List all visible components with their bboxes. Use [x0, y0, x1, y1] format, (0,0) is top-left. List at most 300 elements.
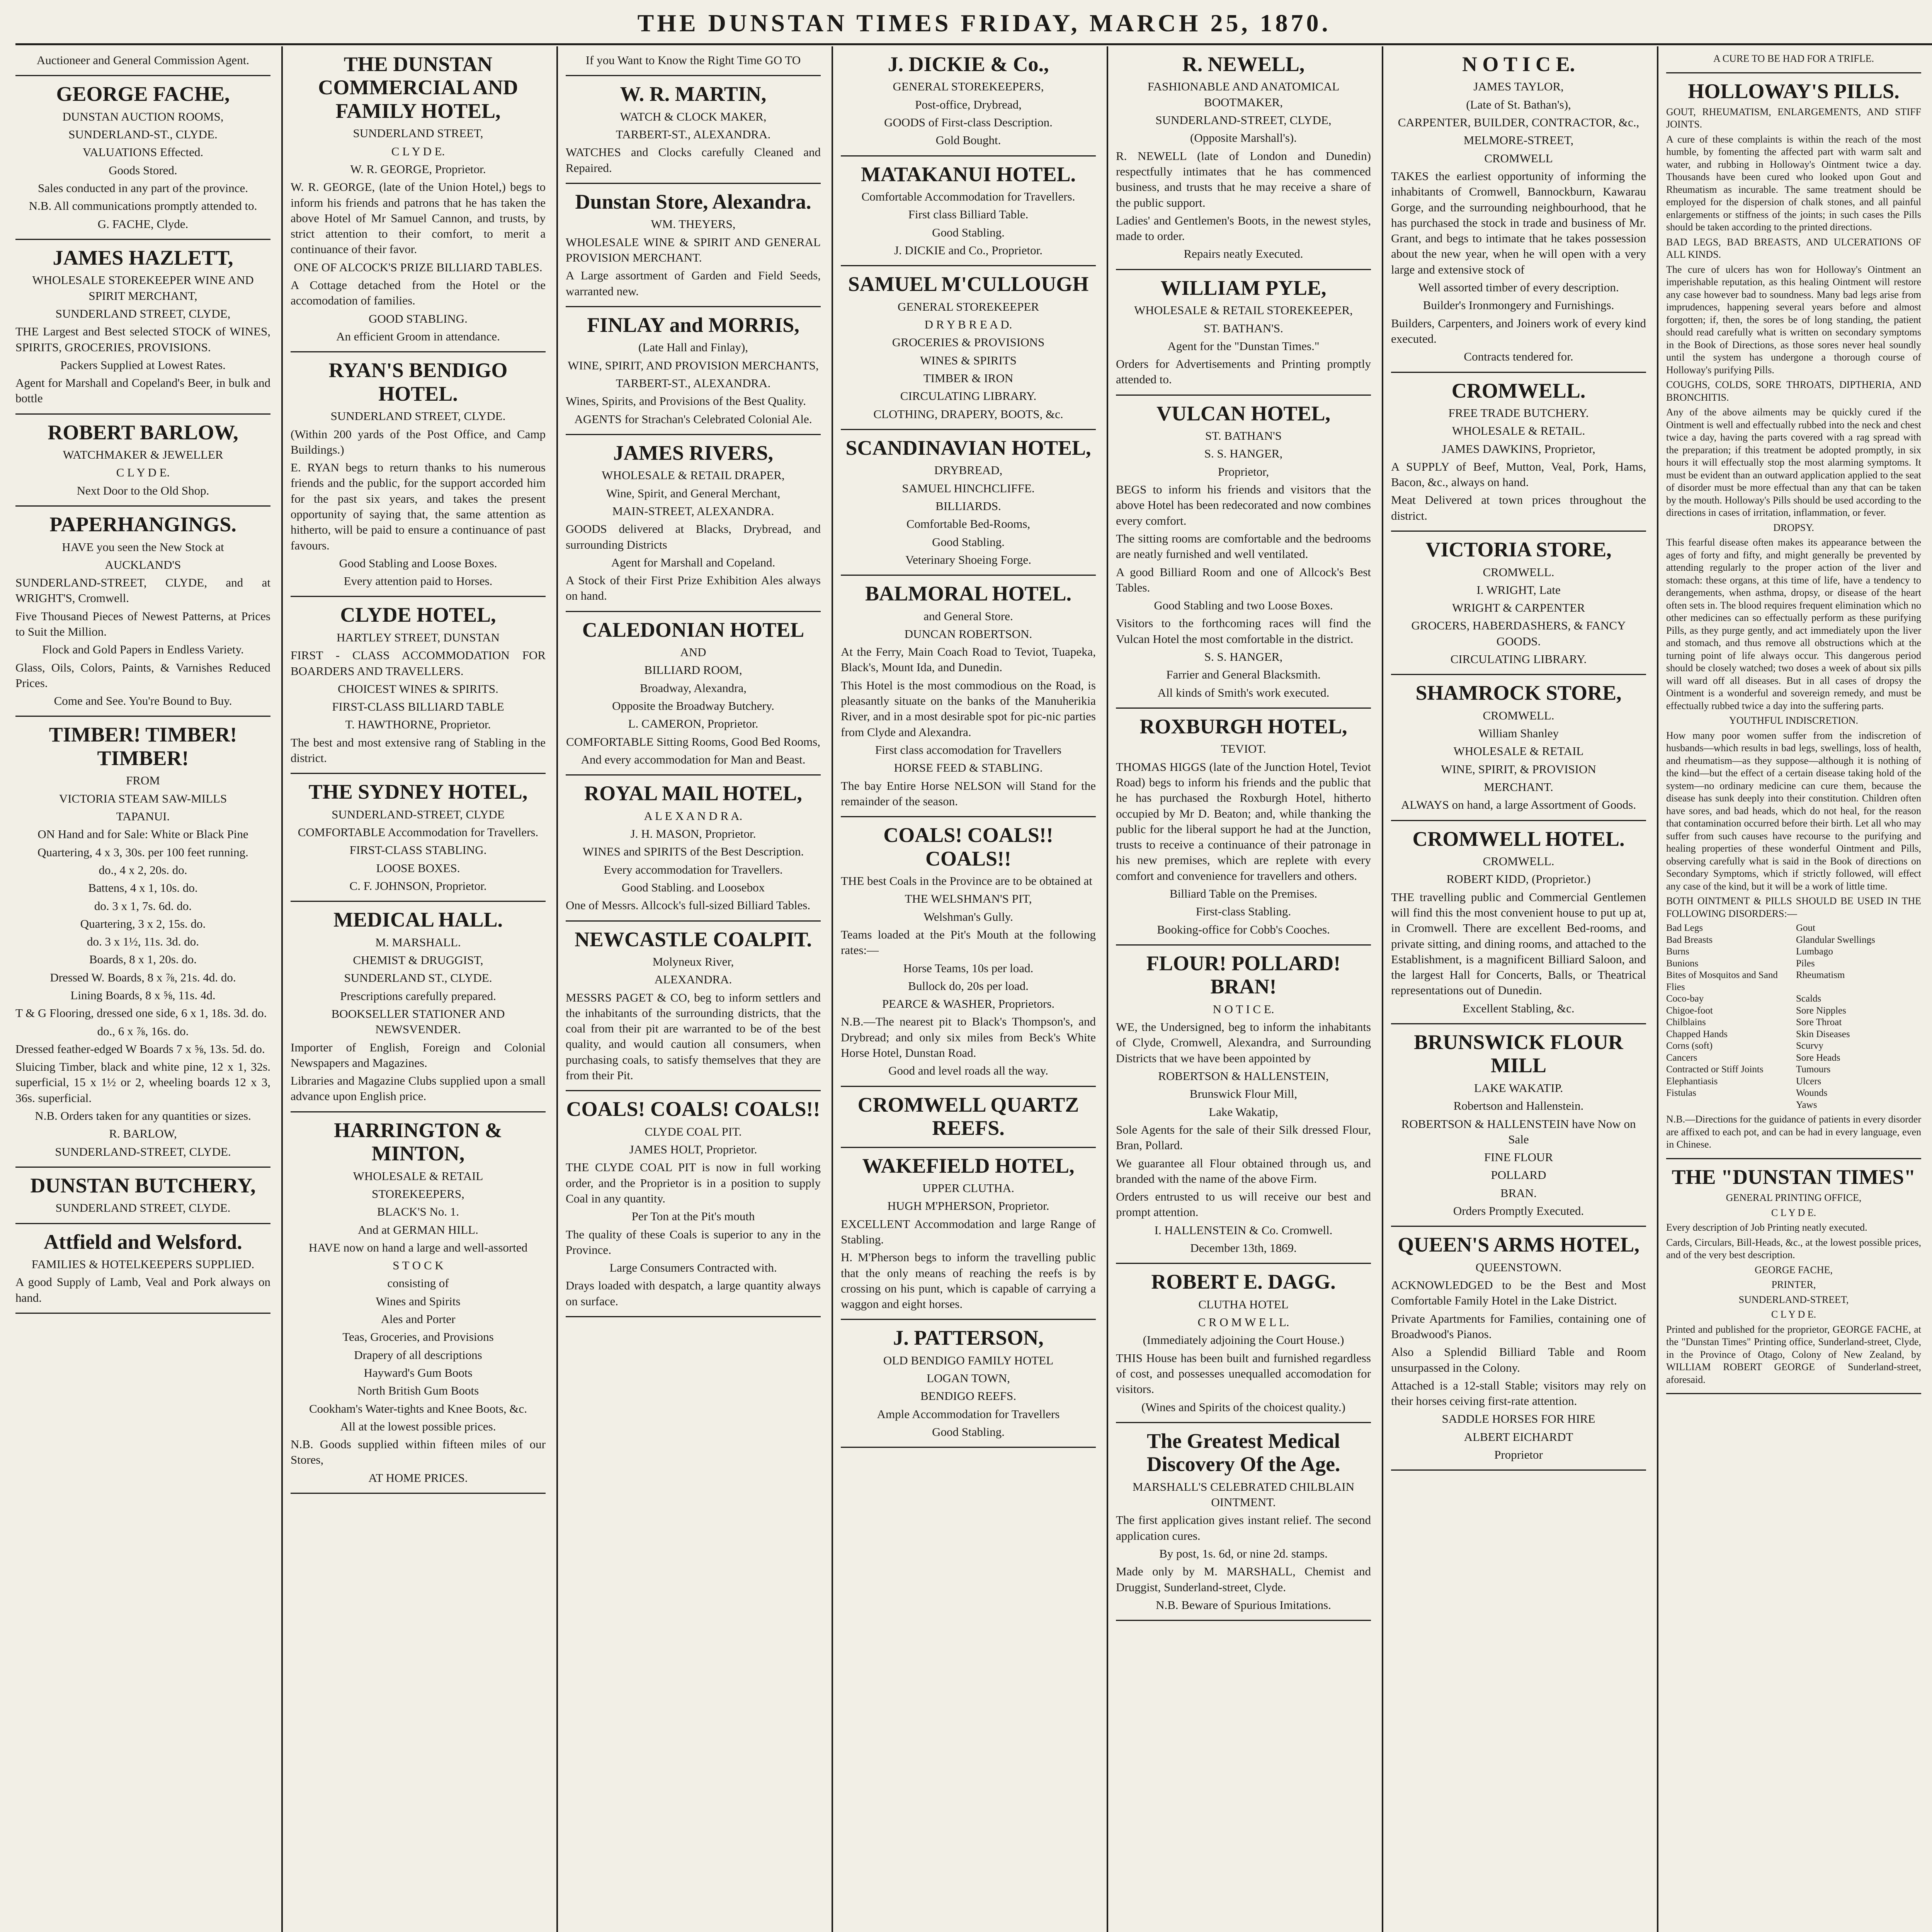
ad-line: By post, 1s. 6d, or nine 2d. stamps. — [1159, 1547, 1328, 1560]
ad-line: I. HALLENSTEIN & Co. Cromwell. — [1154, 1223, 1333, 1237]
ad-line: SUNDERLAND-STREET, CLYDE — [332, 807, 505, 821]
ad-line: The sitting rooms are comfortable and the bedrooms are neatly furnished and well ventilated. — [1116, 531, 1371, 561]
column-divider — [832, 46, 833, 1932]
ad-line: ST. BATHAN'S — [1205, 429, 1282, 443]
ad-separator — [1116, 1263, 1371, 1264]
ad-line: Per Ton at the Pit's mouth — [631, 1209, 755, 1223]
ad-line: Agent for Marshall and Copeland's Beer, in bulk and bottle — [15, 376, 270, 405]
disorder-item: Fistulas — [1666, 1088, 1696, 1099]
ad-separator — [841, 575, 1096, 576]
ad-line: William Shanley — [1478, 726, 1559, 740]
ad-line: And at GERMAN HILL. — [358, 1223, 478, 1236]
ad-line: Comfortable Accommodation for Travellers. — [861, 190, 1075, 204]
advertisement — [291, 908, 546, 1104]
advertisement — [291, 359, 546, 589]
disorder-item: Contracted or Stiff Joints — [1666, 1064, 1764, 1075]
advertisement — [1116, 53, 1371, 262]
advertisement — [15, 53, 270, 68]
ad-line: AGENTS for Strachan's Celebrated Colonial Ale. — [574, 412, 812, 426]
ad-separator — [566, 774, 821, 776]
disorder-item: Bad Breasts — [1666, 934, 1713, 945]
column-4 — [835, 50, 1102, 1932]
ad-title: COALS! COALS! COALS!! — [566, 1097, 820, 1121]
column-6 — [1385, 50, 1652, 1932]
ad-line: THOMAS HIGGS (late of the Junction Hotel, Teviot Road) begs to inform his friends and the public that he has purchased the Roxburgh Hotel, hitherto occupied by Mr D. Beaton; and, while thanking the public for the liberal support he had at the Junction, trusts to receive a continuance of their patronage in his new premises, which are replete with every comfort and convenience for travellers and others. — [1116, 760, 1371, 883]
ad-line: LAKE WAKATIP. — [1474, 1081, 1563, 1095]
ad-title: HOLLOWAY'S PILLS. — [1688, 79, 1900, 103]
ad-line: THE CLYDE COAL PIT is now in full working order, and the Proprietor is in a position to supply Coal in any quantity. — [566, 1160, 821, 1205]
ad-line: Builders, Carpenters, and Joiners work of every kind executed. — [1391, 316, 1646, 345]
ad-line: H. M'Pherson begs to inform the travelling public that the only means of reaching the reefs is by crossing on his punt, which is capable of carrying a waggon and eight horses. — [841, 1250, 1096, 1311]
ad-title: CLYDE HOTEL, — [340, 603, 496, 627]
ad-separator — [566, 306, 821, 307]
ad-line: The first application gives instant relief. The second application cures. — [1116, 1513, 1371, 1543]
ad-line: We guarantee all Flour obtained through us, and branded with the name of the above Firm. — [1116, 1156, 1371, 1185]
ad-line: FINE FLOUR — [1484, 1150, 1553, 1164]
ad-line: C R O M W E L L. — [1197, 1315, 1289, 1329]
ad-line: WATCHES and Clocks carefully Cleaned and Repaired. — [566, 145, 821, 175]
ad-line: SADDLE HORSES FOR HIRE — [1442, 1412, 1595, 1426]
ad-line: Farrier and General Blacksmith. — [1166, 668, 1321, 682]
ad-line: Auctioneer and General Commission Agent. — [36, 53, 250, 67]
ad-separator — [15, 75, 270, 76]
advertisement — [15, 513, 270, 709]
ad-line: GOUT, RHEUMATISM, ENLARGEMENTS, AND STIFF JOINTS. — [1666, 106, 1921, 130]
advertisement — [1666, 53, 1921, 65]
ad-line: First-class Stabling. — [1196, 905, 1291, 918]
ad-line: BOTH OINTMENT & PILLS SHOULD BE USED IN THE FOLLOWING DISORDERS:— — [1666, 895, 1921, 919]
ad-line: All kinds of Smith's work executed. — [1157, 685, 1330, 699]
ad-line: A CURE TO BE HAD FOR A TRIFLE. — [1713, 53, 1874, 64]
advertisement — [15, 82, 270, 232]
ad-line: Sales conducted in any part of the province. — [37, 181, 248, 195]
ad-line: N.B. Orders taken for any quantities or sizes. — [35, 1109, 251, 1123]
ad-line: DRYBREAD, — [934, 463, 1003, 477]
ad-title: MEDICAL HALL. — [333, 908, 503, 932]
advertisement — [841, 436, 1096, 568]
ad-line: Goods Stored. — [109, 163, 177, 177]
ad-line: Quartering, 3 x 2, 15s. do. — [80, 917, 206, 930]
ad-line: Every attention paid to Horses. — [344, 574, 493, 588]
disorder-item: Elephantiasis — [1666, 1076, 1718, 1087]
ad-separator — [15, 413, 270, 415]
ad-line: The cure of ulcers has won for Holloway's Ointment an imperishable reputation, as this healing Ointment will restore any case however bad to soundness. Many bad legs arise from imprudences, happening several years before and almost forgotten; if, then, the sores be of long standing, the patient should read carefully what is written on secondary symptoms in the Book of Directions, as those sores never heal soundly until the system has undergone a thorough course of Holloway's purifying Pills. — [1666, 264, 1921, 376]
disorder-item: Burns — [1666, 946, 1689, 957]
ad-separator — [566, 434, 821, 435]
ad-line: CROMWELL — [1484, 151, 1553, 165]
ad-line: Good Stabling and Loose Boxes. — [339, 556, 497, 570]
ad-line: Good Stabling. and Loosebox — [621, 880, 765, 894]
ad-line: MARSHALL'S CELEBRATED CHILBLAIN OINTMENT. — [1133, 1480, 1354, 1509]
ad-separator — [15, 1313, 270, 1314]
ad-title: COALS! COALS!! COALS!! — [883, 823, 1053, 870]
ad-line: CIRCULATING LIBRARY. — [1450, 652, 1587, 666]
ad-line: SAMUEL HINCHCLIFFE. — [902, 481, 1035, 495]
ad-line: Lining Boards, 8 x ⅝, 11s. 4d. — [70, 988, 216, 1002]
ad-separator — [1666, 1158, 1921, 1159]
ad-line: Wines and Spirits — [376, 1294, 461, 1308]
ad-line: FIRST-CLASS STABLING. — [349, 843, 487, 857]
ad-line: Broadway, Alexandra, — [639, 681, 747, 695]
advertisement — [15, 723, 270, 1159]
advertisement — [1116, 1429, 1371, 1613]
ad-line: THE WELSHMAN'S PIT, — [905, 892, 1032, 906]
ad-line: Packers Supplied at Lowest Rates. — [60, 358, 226, 372]
ad-line: If you Want to Know the Right Time GO TO — [585, 53, 801, 67]
ad-line: Good and level roads all the way. — [888, 1064, 1048, 1078]
ad-line: HORSE FEED & STABLING. — [894, 761, 1043, 775]
column-divider — [281, 46, 283, 1932]
ad-line: JAMES HOLT, Proprietor. — [629, 1143, 757, 1156]
advertisement — [1116, 276, 1371, 388]
ad-title: BALMORAL HOTEL. — [865, 582, 1072, 605]
ad-line: DUNCAN ROBERTSON. — [904, 627, 1032, 641]
advertisement — [841, 163, 1096, 259]
ad-separator — [841, 265, 1096, 266]
ad-line: AUCKLAND'S — [105, 558, 181, 571]
ad-line: SUNDERLAND STREET, — [353, 126, 483, 140]
ad-line: L. CAMERON, Proprietor. — [628, 717, 759, 731]
ad-line: Printed and published for the proprietor, GEORGE FACHE, at the "Dunstan Times" Printing office, Sunderland-street, Clyde, in the Province of Otago, Colony of New Zealand, by WILLIAM ROBERT GEORGE of Sunderland-street, aforesaid. — [1666, 1323, 1921, 1385]
ad-line: R. NEWELL (late of London and Dunedin) respectfully intimates that he has commenced business, and trusts that he may receive a share of the public support. — [1116, 149, 1371, 209]
ad-line: MERCHANT. — [1484, 780, 1553, 794]
ad-line: ROBERT KIDD, (Proprietor.) — [1446, 872, 1591, 886]
ad-line: SUNDERLAND-STREET, CLYDE. — [55, 1145, 231, 1158]
ad-separator — [1391, 531, 1646, 532]
ad-line: THE Largest and Best selected STOCK of WINES, SPIRITS, GROCERIES, PROVISIONS. — [15, 325, 270, 354]
ad-line: EXCELLENT Accommodation and large Range of Stabling. — [841, 1217, 1096, 1246]
ad-line: and General Store. — [923, 609, 1013, 623]
ad-separator — [1116, 269, 1371, 270]
ad-separator — [291, 1493, 546, 1494]
ad-title: ROBERT E. DAGG. — [1151, 1270, 1336, 1294]
disorder-item: Wounds — [1796, 1088, 1828, 1099]
disorder-item: Gout — [1796, 923, 1815, 934]
ad-line: A Cottage detached from the Hotel or the accomodation of families. — [291, 278, 546, 308]
ad-line: W. R. GEORGE, (late of the Union Hotel,) begs to inform his friends and patrons that he has taken the above Hotel of Mr Samuel Cannon, and trusts, by strict attention to their comfort, to merit a continuance of their favor. — [291, 180, 546, 256]
ad-line: WRIGHT & CARPENTER — [1452, 601, 1585, 615]
ad-line: C L Y D E. — [1771, 1309, 1816, 1320]
ad-line: OLD BENDIGO FAMILY HOTEL — [883, 1353, 1054, 1367]
ad-separator — [566, 1090, 821, 1091]
ad-line: HAVE you seen the New Stock at — [62, 540, 224, 554]
disorders-list — [1666, 922, 1921, 1111]
disorder-item: Lumbago — [1796, 946, 1833, 957]
advertisement — [15, 246, 270, 406]
ad-line: Orders for Advertisements and Printing promptly attended to. — [1116, 357, 1371, 386]
ad-line: CHEMIST & DRUGGIST, — [353, 953, 483, 967]
disorder-item: Scurvy — [1796, 1041, 1823, 1051]
ad-line: A good Supply of Lamb, Veal and Pork always on hand. — [15, 1275, 270, 1304]
ad-line: WE, the Undersigned, beg to inform the inhabitants of Clyde, Cromwell, Alexandra, and Surrounding Districts that we have been appointed by — [1116, 1020, 1371, 1065]
ad-separator — [841, 429, 1096, 430]
ad-line: WM. THEYERS, — [651, 217, 736, 231]
ad-line: Hayward's Gum Boots — [364, 1366, 473, 1379]
ad-separator — [15, 716, 270, 717]
ad-line: A SUPPLY of Beef, Mutton, Veal, Pork, Hams, Bacon, &c., always on hand. — [1391, 459, 1646, 489]
ad-line: BAD LEGS, BAD BREASTS, AND ULCERATIONS OF ALL KINDS. — [1666, 236, 1921, 260]
ad-line: Flock and Gold Papers in Endless Variety. — [42, 643, 244, 656]
ad-separator — [291, 351, 546, 352]
ad-title: SHAMROCK STORE, — [1415, 681, 1622, 705]
ad-line: FREE TRADE BUTCHERY. — [1448, 406, 1589, 420]
ad-line: STOREKEEPERS, — [372, 1187, 464, 1201]
ad-line: First class Billiard Table. — [908, 207, 1029, 221]
advertisement — [566, 313, 821, 427]
ad-line: GOODS of First-class Description. — [884, 116, 1053, 129]
ad-line: A Large assortment of Garden and Field Seeds, warranted new. — [566, 269, 821, 298]
ad-line: The best and most extensive rang of Stabling in the district. — [291, 735, 546, 765]
ad-title: SCANDINAVIAN HOTEL, — [845, 436, 1091, 459]
ad-line: This fearful disease often makes its appearance between the ages of forty and fifty, and might generally be prevented by attending regularly to the proper action of the liver and stomach: these organs, at this time of life, have a tendency to derangements, when asthma, dropsy, or disease of the heart often sets in. The blood requires frequent elimination which no other medicines can so effectually perform as these purifying Pills, as they purge gently, and act immediately upon the liver and stomach, and thus remove all obstructions which at the turning point of life always occur. This dangerous period should be closely watched; two doses a week of about six pills will ward off all diseases. But in all cases of dropsy the Ointment is a wonderful and sovereign remedy, and must be effectually rubbed twice a day into the suffering parts. — [1666, 537, 1921, 711]
ad-line: FASHIONABLE AND ANATOMICAL BOOTMAKER, — [1147, 80, 1340, 109]
ad-line: BOOKSELLER STATIONER AND NEWSVENDER. — [331, 1007, 505, 1036]
ad-line: Good Stabling. — [932, 225, 1005, 239]
ad-line: SUNDERLAND STREET, CLYDE. — [55, 1201, 231, 1215]
ad-line: N.B.—The nearest pit to Black's Thompson's, and Drybread; and only six miles from Beck's White Horse Hotel, Dunstan Road. — [841, 1015, 1096, 1060]
ad-line: N.B. Goods supplied within fifteen miles of our Stores, — [291, 1437, 546, 1467]
ad-line: Orders Promptly Executed. — [1453, 1204, 1584, 1218]
advertisement — [1391, 1233, 1646, 1463]
advertisement — [1116, 402, 1371, 701]
ad-line: MELMORE-STREET, — [1463, 133, 1574, 147]
ad-line: Comfortable Bed-Rooms, — [906, 517, 1031, 531]
ad-line: ST. BATHAN'S. — [1204, 321, 1283, 335]
ad-line: HUGH M'PHERSON, Proprietor. — [887, 1199, 1049, 1213]
ad-line: Dressed feather-edged W Boards 7 x ⅝, 13s. 5d. do. — [15, 1042, 265, 1056]
ad-line: Visitors to the forthcoming races will find the Vulcan Hotel the most comfortable in the district. — [1116, 616, 1371, 646]
ad-line: Importer of English, Foreign and Colonial Newspapers and Magazines. — [291, 1040, 546, 1070]
disorder-item: Sore Throat — [1796, 1017, 1842, 1028]
ad-separator — [566, 1316, 821, 1317]
ad-title: GEORGE FACHE, — [56, 82, 230, 106]
ad-line: BRAN. — [1500, 1186, 1537, 1200]
ad-line: Glass, Oils, Colors, Paints, & Varnishes Reduced Prices. — [15, 660, 270, 690]
ad-line: PEARCE & WASHER, Proprietors. — [882, 997, 1055, 1011]
ad-line: A good Billiard Room and one of Allcock's Best Tables. — [1116, 565, 1371, 594]
ad-line: COMFORTABLE Accommodation for Travellers. — [298, 825, 539, 839]
ad-line: consisting of — [387, 1276, 449, 1290]
ad-line: Good Stabling. — [932, 535, 1005, 549]
ad-line: Come and See. You're Bound to Buy. — [54, 694, 232, 708]
ad-line: JAMES DAWKINS, Proprietor, — [1442, 442, 1595, 456]
ad-line: Boards, 8 x 1, 20s. do. — [89, 952, 197, 966]
ad-line: Libraries and Magazine Clubs supplied upon a small advance upon English price. — [291, 1074, 546, 1103]
advertisement — [566, 441, 821, 604]
column-5 — [1110, 50, 1377, 1932]
ad-line: GROCERS, HABERDASHERS, & FANCY GOODS. — [1411, 619, 1626, 648]
ad-separator — [1666, 72, 1921, 73]
ad-line: GOOD STABLING. — [369, 311, 468, 325]
ad-separator — [566, 75, 821, 76]
ad-title: CALEDONIAN HOTEL — [582, 618, 804, 641]
ad-line: WHOLESALE & RETAIL — [353, 1169, 483, 1183]
ad-separator — [566, 611, 821, 612]
ad-title: THE DUNSTAN COMMERCIAL AND FAMILY HOTEL, — [318, 53, 518, 122]
ad-line: ON Hand and for Sale: White or Black Pine — [37, 827, 248, 841]
ad-line: WHOLESALE & RETAIL STOREKEEPER, — [1134, 303, 1353, 317]
ad-line: TEVIOT. — [1221, 742, 1266, 756]
advertisement — [1116, 952, 1371, 1256]
ad-line: Battens, 4 x 1, 10s. do. — [88, 881, 198, 895]
ad-separator — [15, 1223, 270, 1224]
ad-line: Attached is a 12-stall Stable; visitors may rely on their horses ceiving first-rate attention. — [1391, 1378, 1646, 1408]
ad-line: J. DICKIE and Co., Proprietor. — [894, 243, 1043, 257]
ad-title: VULCAN HOTEL, — [1156, 401, 1331, 425]
ad-line: Wines, Spirits, and Provisions of the Best Quality. — [566, 394, 806, 408]
ad-title: PAPERHANGINGS. — [49, 513, 236, 536]
ad-separator — [1391, 1469, 1646, 1471]
ad-line: (Immediately adjoining the Court House.) — [1143, 1333, 1344, 1347]
ad-line: An efficient Groom in attendance. — [336, 329, 500, 343]
ad-separator — [1116, 395, 1371, 396]
ad-line: BENDIGO REEFS. — [920, 1389, 1016, 1403]
ad-line: BEGS to inform his friends and visitors that the above Hotel has been redecorated and now combines every comfort. — [1116, 483, 1371, 527]
disorder-item: Ulcers — [1796, 1076, 1821, 1087]
ad-line: WHOLESALE & RETAIL. — [1452, 424, 1585, 438]
column-divider — [1107, 46, 1108, 1932]
disorder-item: Bad Legs — [1666, 923, 1703, 934]
ad-separator — [291, 1111, 546, 1112]
advertisement — [1391, 681, 1646, 813]
ad-line: Any of the above ailments may be quickly cured if the Ointment is well and effectually rubbed into the neck and chest twice a day, having the parts covered with a rag spread with the preparation; if this treatment be adopted promptly, in six hours it will effectually stop the most alarming symptoms. It must be evident than an outward application applied to the seat of disorder must be more effectual than any that can be taken by the mouth. Holloway's Pills should be used according to the directions in cases of irritation, inflammation, or fever. — [1666, 406, 1921, 519]
ad-line: I. WRIGHT, Late — [1476, 583, 1561, 597]
ad-line: Prescriptions carefully prepared. — [340, 989, 496, 1003]
advertisement — [291, 603, 546, 766]
ad-line: Ladies' and Gentlemen's Boots, in the newest styles, made to order. — [1116, 213, 1371, 243]
advertisement — [566, 53, 821, 68]
ad-separator — [1116, 707, 1371, 709]
ad-separator — [841, 1447, 1096, 1448]
ad-line: FIRST-CLASS BILLIARD TABLE — [332, 700, 504, 714]
ad-line: Orders entrusted to us will receive our best and prompt attention. — [1116, 1190, 1371, 1219]
ad-line: CROMWELL. — [1483, 854, 1554, 868]
top-rule — [15, 43, 1932, 45]
ad-line: CLYDE COAL PIT. — [645, 1124, 742, 1138]
ad-line: TARBERT-ST., ALEXANDRA. — [616, 376, 771, 390]
ad-separator — [841, 816, 1096, 817]
advertisement — [291, 780, 546, 894]
ad-line: Every description of Job Printing neatly executed. — [1666, 1222, 1867, 1233]
ad-line: Good Stabling. — [932, 1425, 1005, 1439]
ad-title: BRUNSWICK FLOUR MILL — [1414, 1031, 1623, 1077]
ad-line: Also a Splendid Billiard Table and Room unsurpassed in the Colony. — [1391, 1345, 1646, 1374]
ad-line: C L Y D E. — [1771, 1207, 1816, 1218]
ad-line: W. R. GEORGE, Proprietor. — [350, 162, 486, 176]
advertisement — [1666, 1165, 1921, 1386]
ad-line: December 13th, 1869. — [1190, 1241, 1297, 1255]
ad-line: TAKES the earliest opportunity of informing the inhabitants of Cromwell, Bannockburn, Kawarau Gorge, and the surrounding neighbourhood, that he has purchased the stock in trade and business of Mr. Grant, and begs to intimate that he takes possession about the new year, when he will open with a very large and extensive stock of — [1391, 169, 1646, 276]
ad-line: R. BARLOW, — [109, 1127, 177, 1141]
ad-line: POLLARD — [1491, 1168, 1546, 1182]
ad-line: Cards, Circulars, Bill-Heads, &c., at the lowest possible prices, and of the very best description. — [1666, 1236, 1921, 1261]
ad-line: (Within 200 yards of the Post Office, and Camp Buildings.) — [291, 427, 546, 456]
ad-line: HARTLEY STREET, DUNSTAN — [337, 630, 500, 644]
ad-line: A Stock of their First Prize Exhibition Ales always on hand. — [566, 573, 821, 603]
ad-line: GROCERIES & PROVISIONS — [892, 335, 1045, 349]
ad-line: How many poor women suffer from the indiscretion of husbands—which results in bad legs, swellings, loss of health, and rheumatism—as they suppose—although it is nothing of the kind—but the effect of a certain disease taking hold of the system—no ordinary medicine can cure them, because the disease has sunk deeply into their constitution. Children often have sores, and bad heads, which do not heal, for the reason that contamination occurred before their birth. Let all who may suffer from such causes have recourse to the purifying and healing properties of these wonderful Ointment and Pills, observing carefully what is said in the Book of directions on Secondary Symptoms, which if strictly followed, will effect any case of the kind, but it will be a work of little time. — [1666, 730, 1921, 892]
advertisement — [566, 928, 821, 1083]
ad-title: FINLAY and MORRIS, — [587, 313, 799, 337]
ad-line: North British Gum Boots — [357, 1384, 479, 1398]
ad-title: JAMES RIVERS, — [613, 441, 774, 464]
ad-separator — [15, 505, 270, 507]
ad-line: Welshman's Gully. — [923, 910, 1013, 923]
advertisement — [291, 1119, 546, 1486]
ad-line: WINES and SPIRITS of the Best Description. — [582, 845, 804, 859]
ad-line: Gold Bought. — [935, 133, 1001, 147]
disorder-item: Tumours — [1796, 1064, 1831, 1075]
advertisement — [1391, 379, 1646, 524]
ad-title: FLOUR! POLLARD! BRAN! — [1146, 951, 1341, 998]
disorder-item — [1666, 1099, 1791, 1111]
ad-line: WINE, SPIRIT, & PROVISION — [1441, 762, 1596, 776]
ad-line: QUEENSTOWN. — [1475, 1260, 1562, 1274]
advertisement — [291, 53, 546, 344]
ad-title: Attfield and Welsford. — [44, 1230, 242, 1253]
ad-title: QUEEN'S ARMS HOTEL, — [1398, 1233, 1639, 1257]
ad-separator — [841, 155, 1096, 156]
column-divider — [556, 46, 558, 1932]
ad-title: THE SYDNEY HOTEL, — [308, 780, 528, 804]
ad-line: A L E X A N D R A. — [644, 809, 743, 823]
ad-separator — [1116, 1422, 1371, 1423]
disorder-item: Yaws — [1796, 1099, 1817, 1110]
disorder-item: Corns (soft) — [1666, 1041, 1713, 1051]
ad-separator — [1391, 820, 1646, 821]
ad-line: Sole Agents for the sale of their Silk dressed Flour, Bran, Pollard. — [1116, 1122, 1371, 1152]
ad-line: ACKNOWLEDGED to be the Best and Most Comfortable Family Hotel in the Lake District. — [1391, 1278, 1646, 1308]
disorder-item: Bunions — [1666, 958, 1699, 969]
ad-title: N O T I C E. — [1462, 53, 1575, 76]
ad-line: D R Y B R E A D. — [924, 318, 1012, 332]
ad-line: Large Consumers Contracted with. — [609, 1261, 777, 1275]
ad-line: This Hotel is the most commodious on the Road, is pleasantly situate on the banks of the Manuherikia River, and in a most desirable spot for pic-nic parties from Clyde and Alexandra. — [841, 678, 1096, 739]
advertisement — [841, 823, 1096, 1079]
ad-title: ROBERT BARLOW, — [48, 420, 238, 444]
ad-line: ROBERTSON & HALLENSTEIN have Now on Sale — [1401, 1117, 1636, 1146]
ad-line: Five Thousand Pieces of Newest Patterns, at Prices to Suit the Million. — [15, 609, 270, 638]
advertisement — [566, 82, 821, 176]
ad-line: N.B. Beware of Spurious Imitations. — [1156, 1598, 1331, 1612]
ad-separator — [291, 596, 546, 597]
ad-line: Cookham's Water-tights and Knee Boots, &c. — [309, 1401, 527, 1415]
ad-line: E. RYAN begs to return thanks to his numerous friends and the public, for the support accorded him for the past six years, and takes the present opportunity of saying that, the same attention as hitherto, will be paid to ensure a continuance of past favours. — [291, 461, 546, 552]
ad-title: DUNSTAN BUTCHERY, — [30, 1173, 256, 1197]
column-1 — [9, 50, 277, 1932]
advertisement — [1391, 53, 1646, 365]
ad-line: CLOTHING, DRAPERY, BOOTS, &c. — [873, 407, 1063, 421]
ad-line: Quartering, 4 x 3, 30s. per 100 feet running. — [37, 845, 248, 859]
advertisement — [841, 1154, 1096, 1312]
ad-line: JAMES TAYLOR, — [1473, 80, 1564, 94]
ad-line: FROM — [126, 774, 160, 787]
ad-line: Meat Delivered at town prices throughout the district. — [1391, 493, 1646, 522]
ad-line: One of Messrs. Allcock's full-sized Billiard Tables. — [566, 898, 811, 912]
ad-line: DROPSY. — [1773, 522, 1814, 533]
ad-line: WINES & SPIRITS — [920, 353, 1017, 367]
ad-separator — [1391, 372, 1646, 373]
ad-line: TAPANUI. — [116, 810, 170, 823]
ad-line: do. 3 x 1½, 11s. 3d. do. — [87, 935, 199, 949]
advertisement — [841, 53, 1096, 148]
ad-line: M. MARSHALL. — [375, 935, 461, 949]
disorder-item: Bites of Mosquitos and Sand Flies — [1666, 970, 1778, 992]
advertisement — [15, 1174, 270, 1216]
ad-line: PRINTER, — [1771, 1279, 1816, 1291]
advertisement — [841, 582, 1096, 809]
ad-title: W. R. MARTIN, — [620, 82, 767, 106]
